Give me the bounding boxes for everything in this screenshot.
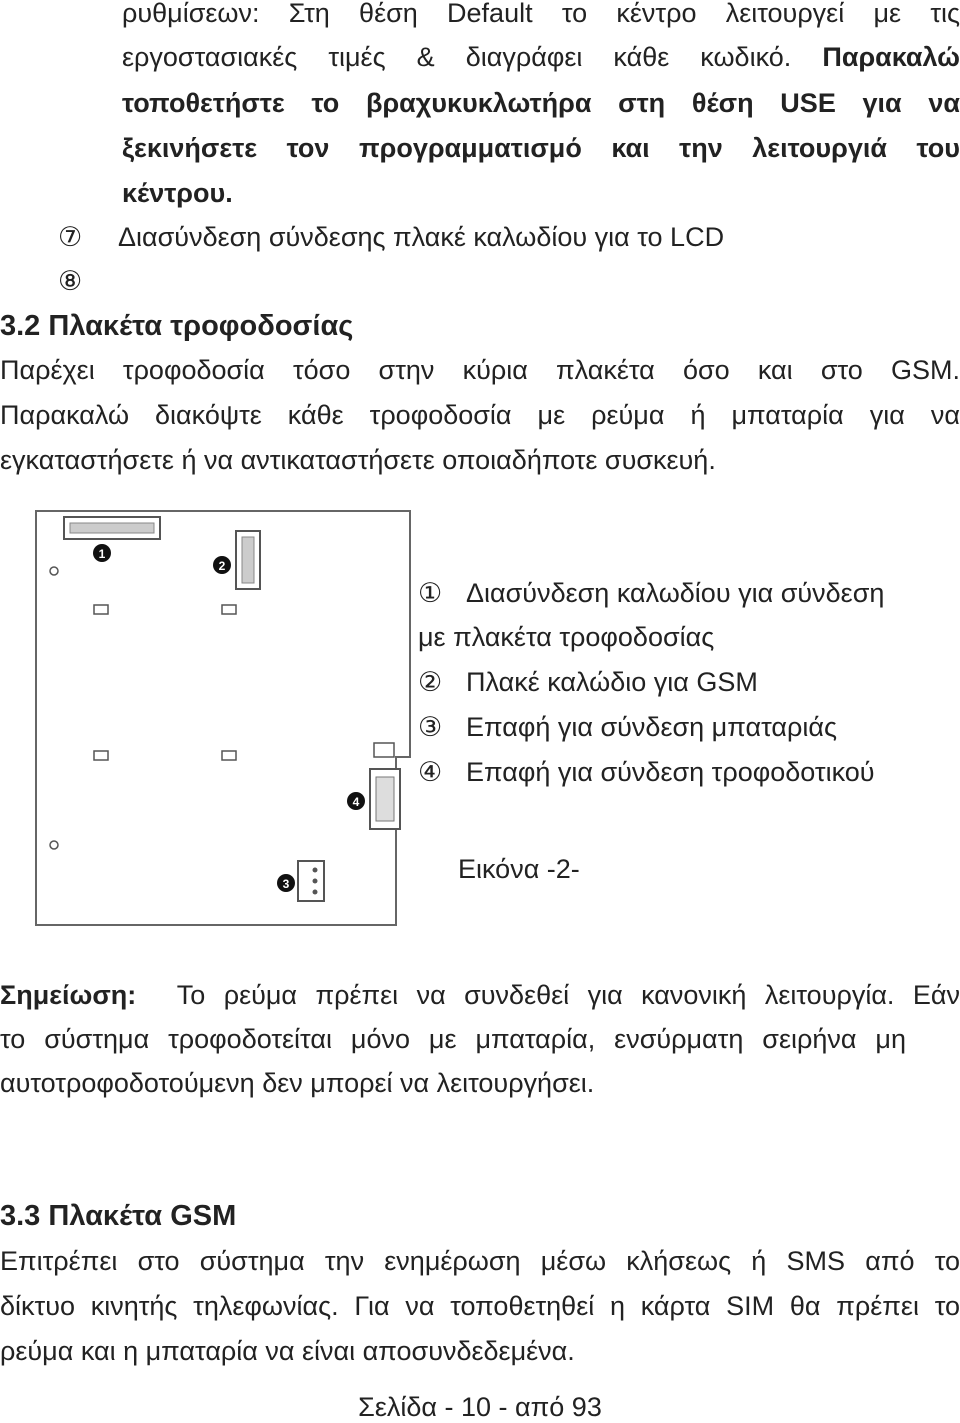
- paragraph-line-bold: τοποθετήστε το βραχυκυκλωτήρα στη θέση USE για να: [122, 88, 960, 118]
- legend-item: [418, 710, 837, 744]
- marker-1: [93, 544, 111, 562]
- note-label: Σημείωση:: [0, 980, 137, 1010]
- paragraph-text: εργοστασιακές τιμές & διαγράφει κάθε κωδικό.: [122, 42, 792, 72]
- connector-pin: [313, 868, 318, 873]
- legend-text: με πλακέτα τροφοδοσίας: [418, 622, 715, 652]
- connector-pin: [313, 879, 318, 884]
- legend-item: [418, 620, 714, 654]
- connector-1-pins: [70, 523, 154, 533]
- paragraph-line: Επιτρέπει στο σύστημα την ενημέρωση μέσω κλήσεως ή SMS από το: [0, 1246, 960, 1276]
- power-board-drawing: [34, 507, 412, 927]
- note-text: Το ρεύμα πρέπει να συνδεθεί για κανονική λειτουργία. Εάν: [176, 980, 960, 1010]
- legend-marker: ①: [418, 578, 443, 608]
- note-line: [0, 978, 960, 1012]
- list-marker: ⑧: [58, 266, 83, 296]
- list-item: [58, 264, 98, 298]
- page-footer: Σελίδα - 10 - από 93: [358, 1392, 602, 1422]
- note-line: αυτοτροφοδοτούμενη δεν μπορεί να λειτουργήσει.: [0, 1068, 595, 1098]
- marker-3: [277, 874, 295, 892]
- legend-marker: ④: [418, 757, 443, 787]
- svg-text:2: 2: [218, 559, 226, 573]
- marker-4: [347, 792, 365, 810]
- component-pad: [222, 751, 236, 760]
- legend-marker: ③: [418, 712, 443, 742]
- paragraph-line: [122, 40, 960, 74]
- paragraph-line-bold: ξεκινήσετε τον προγραμματισμό και την λειτουργιά του: [122, 133, 960, 163]
- flat-cable-2-pins: [242, 537, 254, 583]
- figure-caption: Εικόνα -2-: [458, 854, 580, 884]
- mount-hole: [50, 841, 58, 849]
- section-heading: 3.2 Πλακέτα τροφοδοσίας: [0, 310, 354, 342]
- legend-text: Επαφή για σύνδεση τροφοδοτικού: [466, 757, 875, 787]
- svg-text:1: 1: [98, 547, 106, 561]
- svg-text:3: 3: [282, 877, 290, 891]
- connector-pin: [313, 890, 318, 895]
- note-line: το σύστημα τροφοδοτείται μόνο με μπαταρία, ενσύρματη σειρήνα μη: [0, 1024, 906, 1054]
- legend-item: [418, 665, 758, 699]
- component-pad: [222, 605, 236, 614]
- list-item-text: Διασύνδεση σύνδεσης πλακέ καλωδίου για το LCD: [118, 222, 725, 252]
- list-marker: ⑦: [58, 222, 83, 252]
- legend-text: Διασύνδεση καλωδίου για σύνδεση: [466, 578, 885, 608]
- component-pad: [374, 743, 394, 757]
- svg-text:4: 4: [352, 795, 360, 809]
- paragraph-bold-text: Παρακαλώ: [822, 42, 960, 72]
- power-board-figure: [34, 507, 412, 927]
- paragraph-line-bold: κέντρου.: [122, 178, 233, 208]
- legend-text: Πλακέ καλώδιο για GSM: [466, 667, 758, 697]
- paragraph-line: εγκαταστήσετε ή να αντικαταστήσετε οποιαδήποτε συσκευή.: [0, 445, 716, 475]
- legend-item: [418, 755, 875, 789]
- paragraph-line: Παρακαλώ διακόψτε κάθε τροφοδοσία με ρεύμα ή μπαταρία για να: [0, 400, 960, 430]
- component-pad: [94, 605, 108, 614]
- list-item: [58, 220, 724, 254]
- paragraph-line: Παρέχει τροφοδοσία τόσο στην κύρια πλακέτα όσο και στο GSM.: [0, 355, 960, 385]
- power-jack-4-inner: [376, 777, 394, 821]
- component-pad: [94, 751, 108, 760]
- legend-text: Επαφή για σύνδεση μπαταριάς: [466, 712, 837, 742]
- paragraph-line: ρυθμίσεων: Στη θέση Default το κέντρο λειτουργεί με τις: [122, 0, 960, 28]
- legend-item: [418, 576, 884, 610]
- paragraph-line: ρεύμα και η μπαταρία να είναι αποσυνδεδεμένα.: [0, 1336, 575, 1366]
- mount-hole: [50, 567, 58, 575]
- section-heading: 3.3 Πλακέτα GSM: [0, 1200, 237, 1232]
- battery-connector-3-shape: [298, 861, 324, 901]
- marker-2: [213, 556, 231, 574]
- legend-marker: ②: [418, 667, 443, 697]
- paragraph-line: δίκτυο κινητής τηλεφωνίας. Για να τοποθετηθεί η κάρτα SIM θα πρέπει το: [0, 1291, 960, 1321]
